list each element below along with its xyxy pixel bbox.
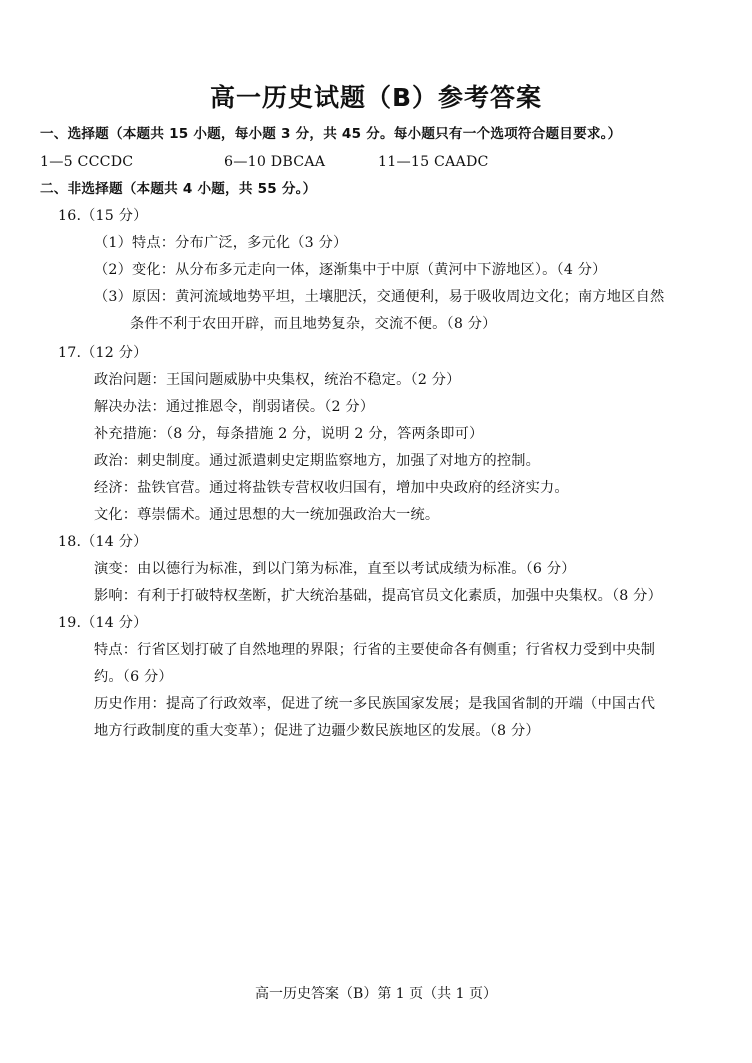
mcq-answer-6-10: 6—10 DBCAA xyxy=(224,154,326,170)
q17-line2: 解决办法：通过推恩令，削弱诸侯。（2 分） xyxy=(94,399,375,415)
q17-line5: 经济：盐铁官营。通过将盐铁专营权收归国有，增加中央政府的经济实力。 xyxy=(94,480,569,496)
q16-part3-line2: 条件不利于农田开辟，而且地势复杂，交流不便。（8 分） xyxy=(130,316,497,332)
page-footer: 高一历史答案（B）第 1 页（共 1 页） xyxy=(255,986,497,1002)
q19-line4: 地方行政制度的重大变革）；促进了边疆少数民族地区的发展。（8 分） xyxy=(94,723,540,739)
q16-part2: （2）变化：从分布多元走向一体，逐渐集中于中原（黄河中下游地区）。（4 分） xyxy=(94,262,607,278)
q16-header: 16.（15 分） xyxy=(58,208,148,224)
section2-heading: 二、非选择题（本题共 4 小题，共 55 分。） xyxy=(40,181,317,197)
q17-line4: 政治：刺史制度。通过派遣刺史定期监察地方，加强了对地方的控制。 xyxy=(94,453,541,469)
q17-header: 17.（12 分） xyxy=(58,345,148,361)
page-title: 高一历史试题（B）参考答案 xyxy=(209,83,543,112)
q19-line1: 特点：行省区划打破了自然地理的界限；行省的主要使命各有侧重；行省权力受到中央制 xyxy=(94,642,656,658)
q18-line2: 影响：有利于打破特权垄断，扩大统治基础，提高官员文化素质，加强中央集权。（8 分） xyxy=(94,588,662,604)
q17-line3: 补充措施：（8 分，每条措施 2 分，说明 2 分，答两条即可） xyxy=(94,426,484,442)
mcq-answers xyxy=(40,152,489,172)
mcq-answer-11-15: 11—15 CAADC xyxy=(378,154,489,170)
mcq-answer-1-5: 1—5 CCCDC xyxy=(40,154,134,170)
q19-line2: 约。（6 分） xyxy=(94,669,173,685)
q17-line1: 政治问题：王国问题威胁中央集权，统治不稳定。（2 分） xyxy=(94,372,461,388)
q16-part3-line1: （3）原因：黄河流域地势平坦，土壤肥沃，交通便利，易于吸收周边文化；南方地区自然 xyxy=(94,289,665,305)
section1-heading: 一、选择题（本题共 15 小题，每小题 3 分，共 45 分。每小题只有一个选项符合题目要求。） xyxy=(40,126,622,142)
q18-header: 18.（14 分） xyxy=(58,534,148,550)
q19-line3: 历史作用：提高了行政效率，促进了统一多民族国家发展；是我国省制的开端（中国古代 xyxy=(94,696,656,712)
q19-header: 19.（14 分） xyxy=(58,615,148,631)
q17-line6: 文化：尊崇儒术。通过思想的大一统加强政治大一统。 xyxy=(94,507,440,523)
q16-part1: （1）特点：分布广泛，多元化（3 分） xyxy=(94,235,348,251)
q18-line1: 演变：由以德行为标准，到以门第为标准，直至以考试成绩为标准。（6 分） xyxy=(94,561,576,577)
